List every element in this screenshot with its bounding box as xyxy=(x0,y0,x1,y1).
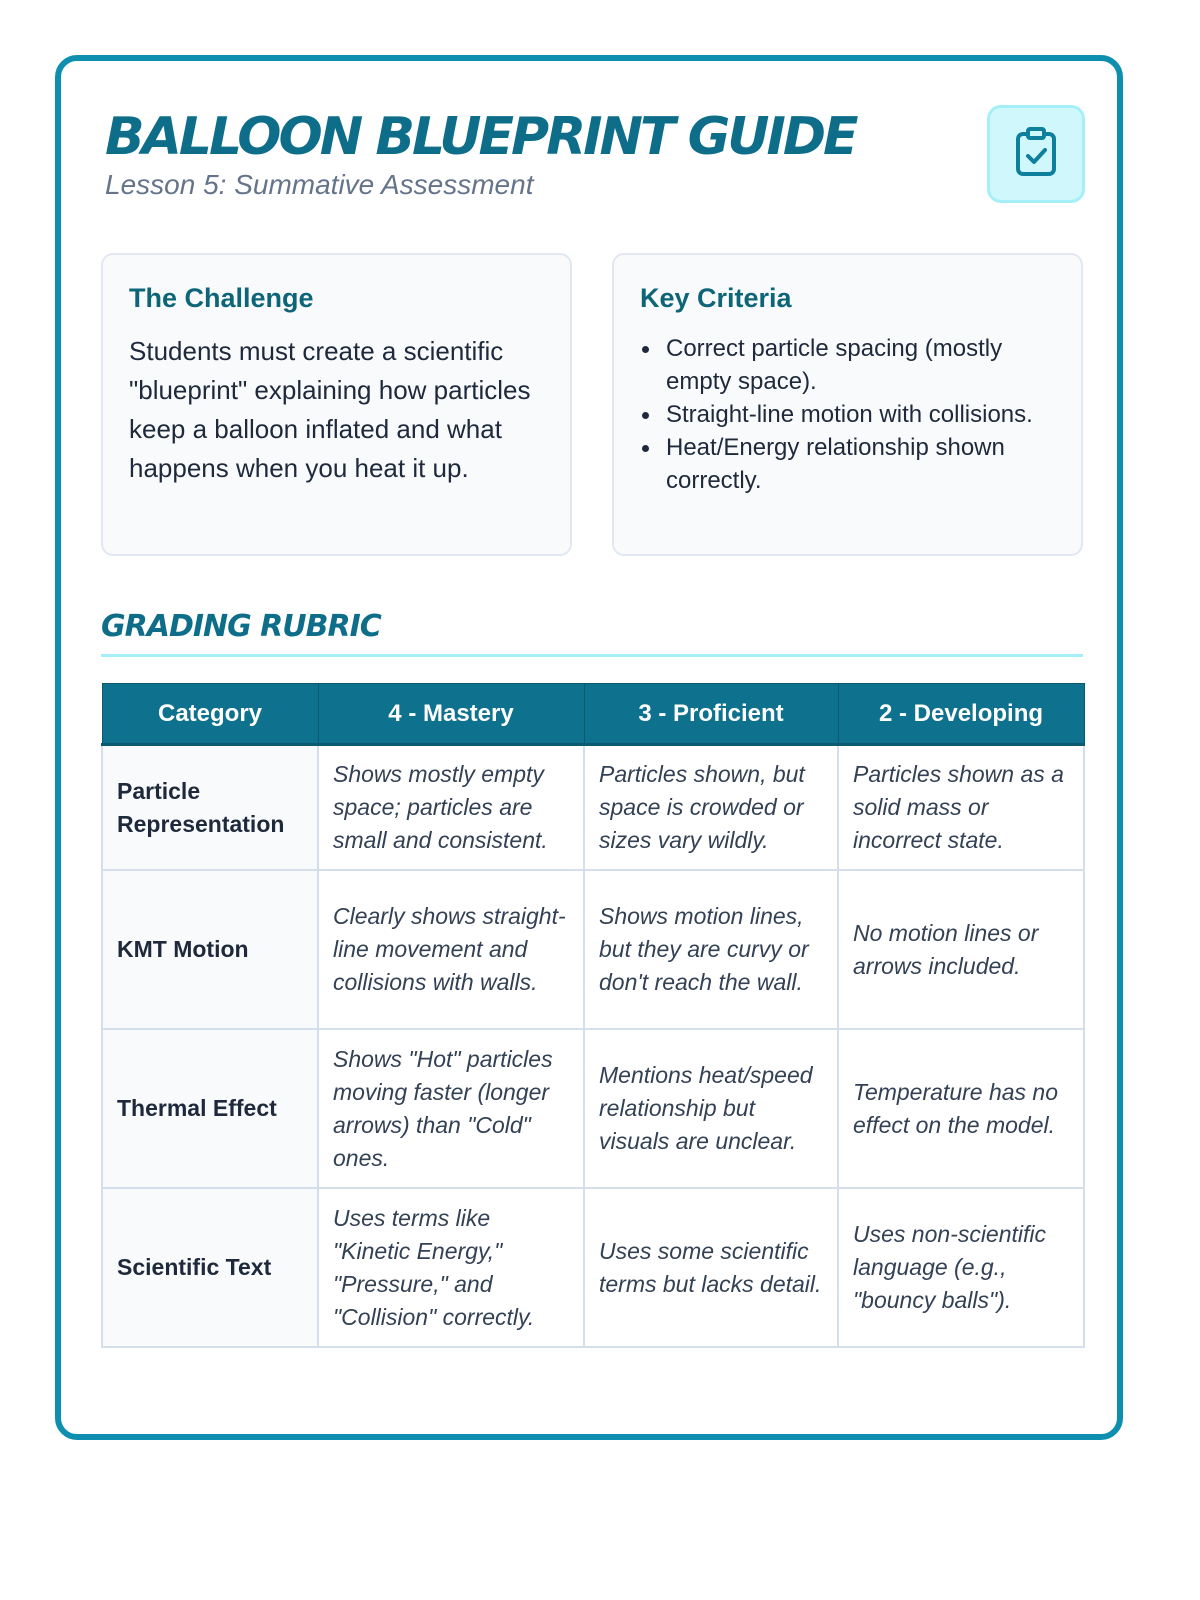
header xyxy=(105,101,1085,211)
rubric-header-row xyxy=(102,684,1084,745)
table-row xyxy=(102,1188,1084,1347)
criteria-item: Correct particle spacing (mostly empty space). xyxy=(640,332,1055,398)
assessment-card xyxy=(55,55,1123,1440)
cell-developing: No motion lines or arrows included. xyxy=(838,870,1084,1029)
cell-proficient: Uses some scientific terms but lacks detail. xyxy=(584,1188,838,1347)
cell-proficient: Mentions heat/speed relationship but visuals are unclear. xyxy=(584,1029,838,1188)
row-category: Particle Representation xyxy=(102,745,318,871)
cell-mastery: Uses terms like "Kinetic Energy," "Pressure," and "Collision" correctly. xyxy=(318,1188,584,1347)
row-category: KMT Motion xyxy=(102,870,318,1029)
row-category: Scientific Text xyxy=(102,1188,318,1347)
cell-mastery: Shows mostly empty space; particles are small and consistent. xyxy=(318,745,584,871)
cell-proficient: Shows motion lines, but they are curvy or don't reach the wall. xyxy=(584,870,838,1029)
criteria-list xyxy=(640,332,1055,497)
cell-mastery: Clearly shows straight-line movement and collisions with walls. xyxy=(318,870,584,1029)
cell-mastery: Shows "Hot" particles moving faster (longer arrows) than "Cold" ones. xyxy=(318,1029,584,1188)
table-row xyxy=(102,870,1084,1029)
criteria-item: Heat/Energy relationship shown correctly. xyxy=(640,431,1055,497)
clipboard-badge xyxy=(987,105,1085,203)
column-header-category: Category xyxy=(102,684,318,745)
criteria-heading: Key Criteria xyxy=(640,283,792,313)
table-row xyxy=(102,745,1084,871)
column-header-mastery: 4 - Mastery xyxy=(318,684,584,745)
cell-developing: Temperature has no effect on the model. xyxy=(838,1029,1084,1188)
criteria-item: Straight-line motion with collisions. xyxy=(640,398,1055,431)
clipboard-check-icon xyxy=(1014,126,1058,183)
cell-proficient: Particles shown, but space is crowded or sizes vary wildly. xyxy=(584,745,838,871)
cell-developing: Uses non-scientific language (e.g., "bouncy balls"). xyxy=(838,1188,1084,1347)
cell-developing: Particles shown as a solid mass or incorrect state. xyxy=(838,745,1084,871)
challenge-text: Students must create a scientific "blueprint" explaining how particles keep a balloon inflated and what happens when you heat it up. xyxy=(129,336,531,483)
column-header-proficient: 3 - Proficient xyxy=(584,684,838,745)
challenge-heading: The Challenge xyxy=(129,283,314,313)
column-header-developing: 2 - Developing xyxy=(838,684,1084,745)
page-subtitle: Lesson 5: Summative Assessment xyxy=(105,169,534,200)
criteria-panel xyxy=(612,253,1083,556)
rubric-table xyxy=(101,683,1085,1348)
table-row xyxy=(102,1029,1084,1188)
row-category: Thermal Effect xyxy=(102,1029,318,1188)
page-title: BALLOON BLUEPRINT GUIDE xyxy=(105,107,856,167)
rubric-title: GRADING RUBRIC xyxy=(101,609,1083,657)
challenge-panel xyxy=(101,253,572,556)
info-panels xyxy=(101,253,1083,556)
